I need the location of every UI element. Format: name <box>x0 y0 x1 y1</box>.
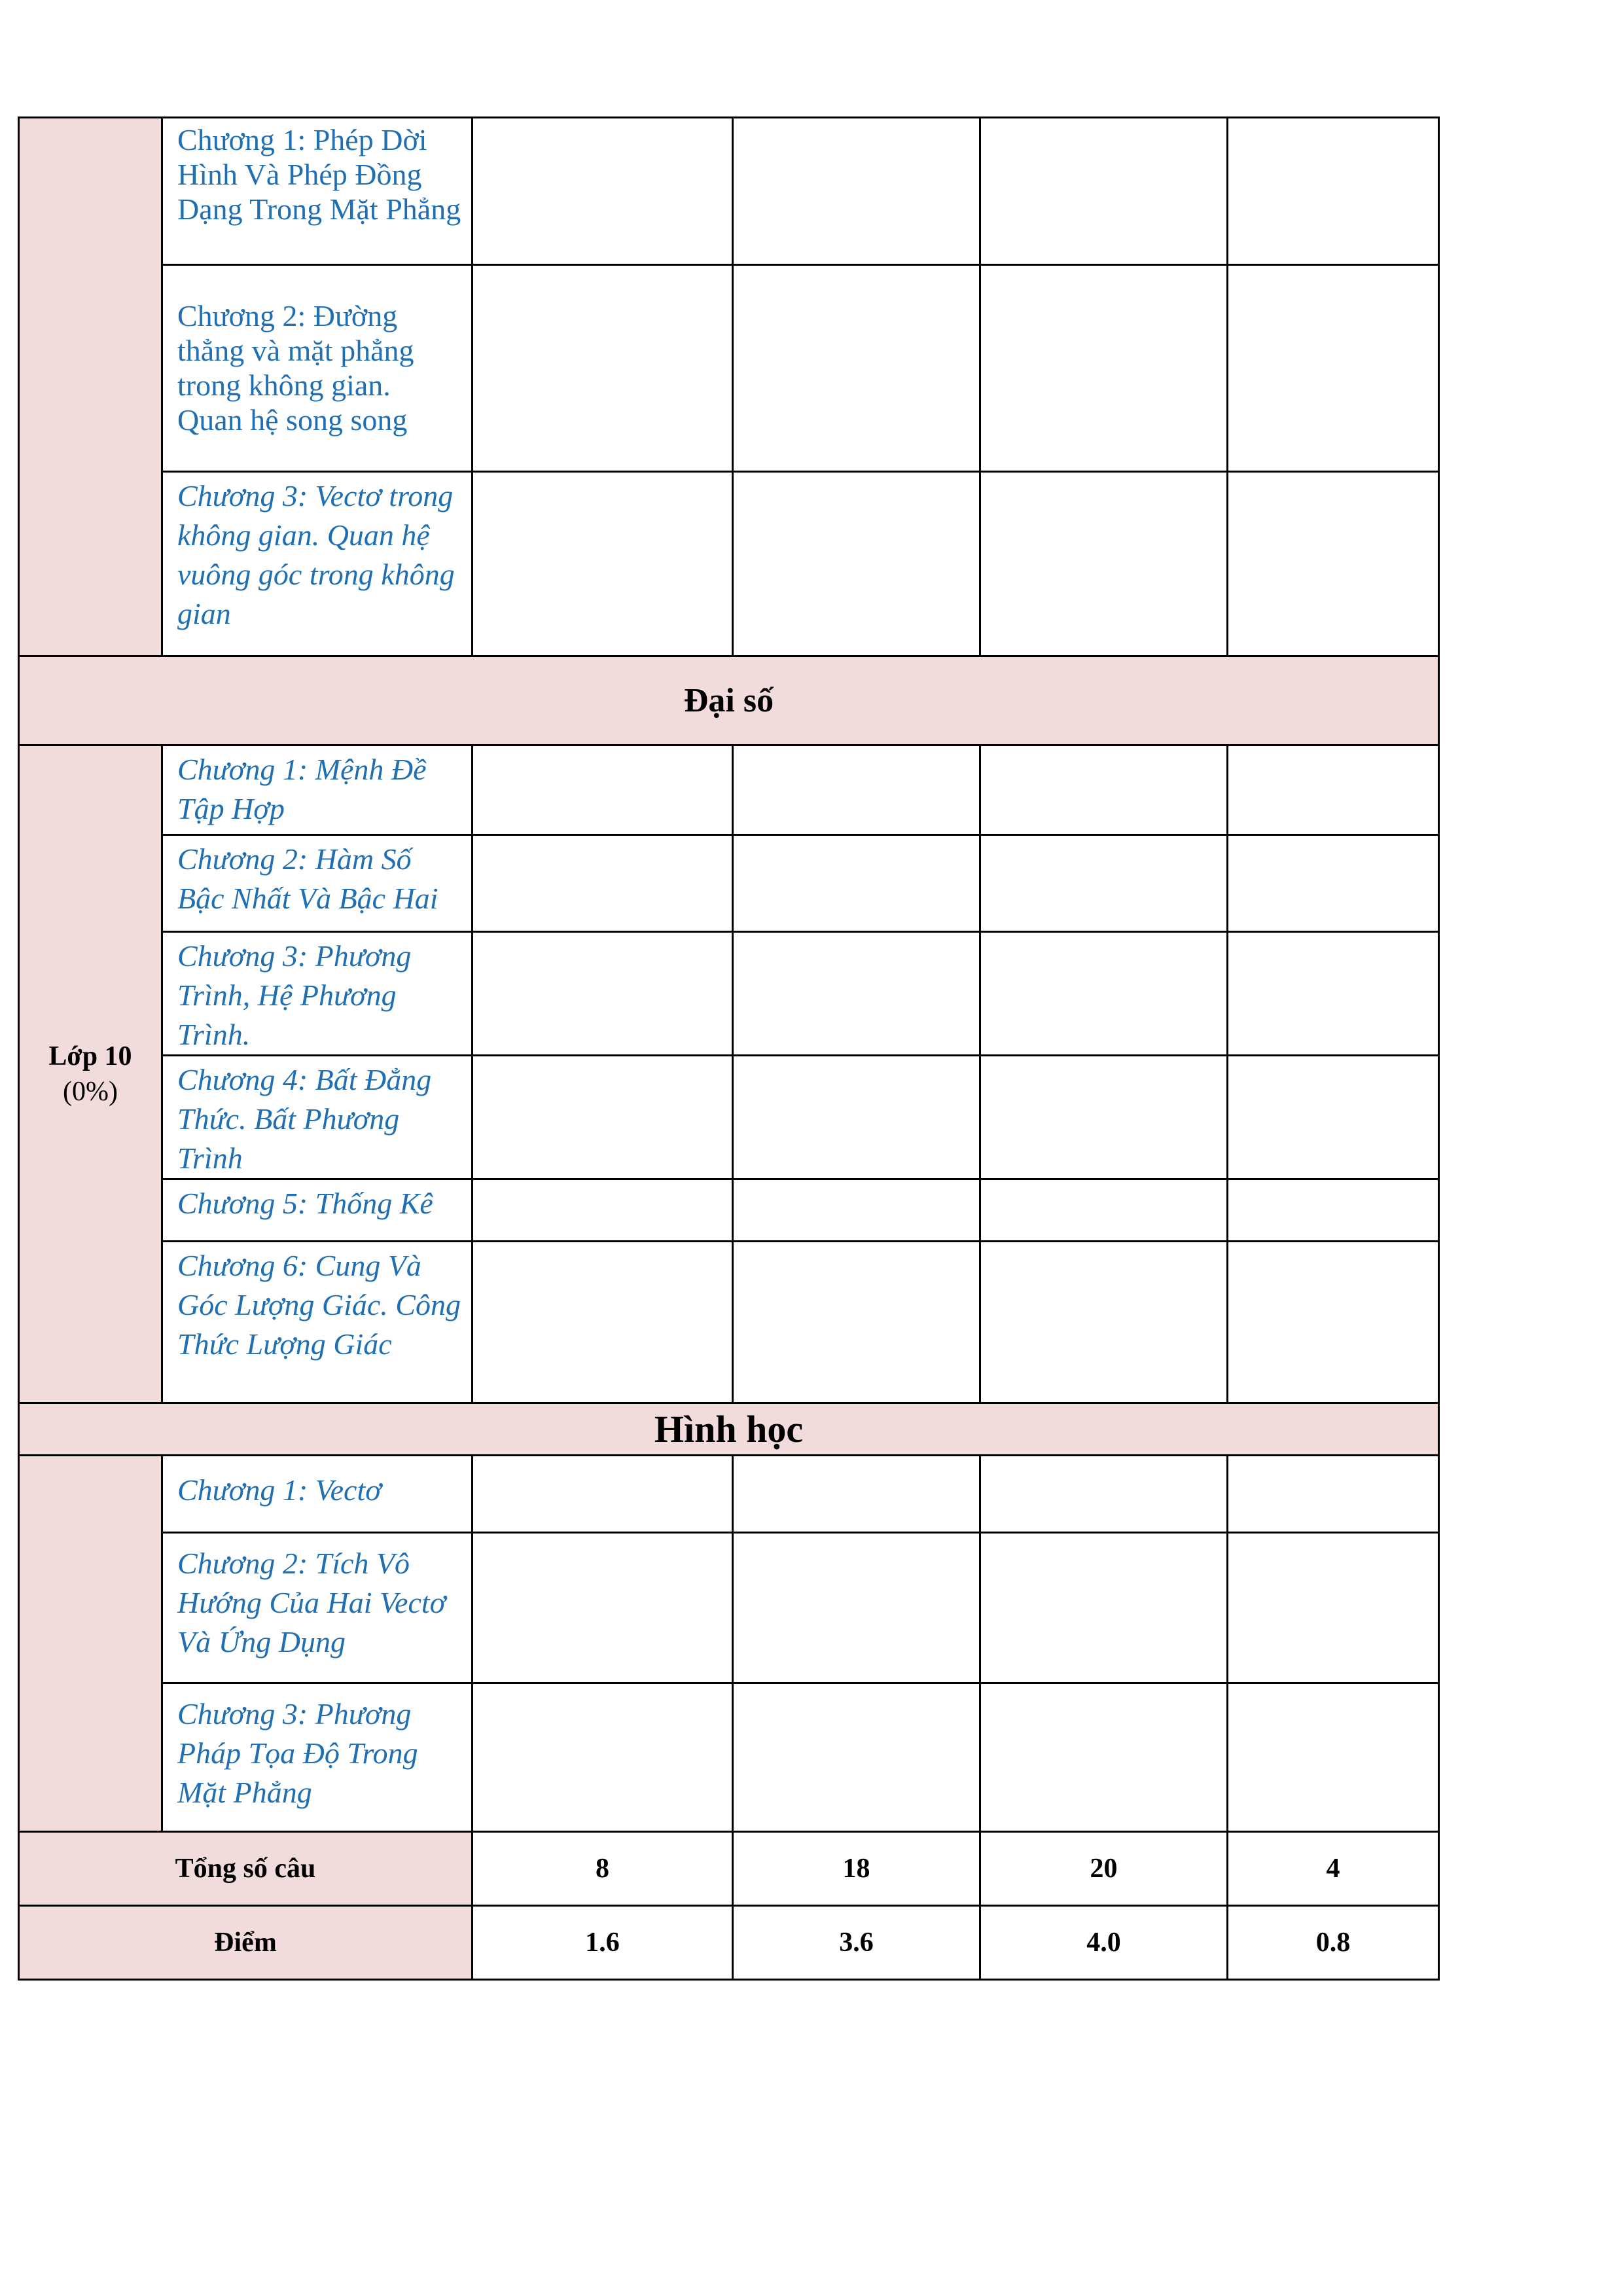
chapter-cell: Chương 1: Mệnh Đề Tập Hợp <box>162 745 473 835</box>
table-row <box>19 1456 1439 1533</box>
chapter-cell: Chương 4: Bất Đẳng Thức. Bất Phương Trình <box>162 1056 473 1179</box>
score-cell: 4.0 <box>980 1906 1228 1980</box>
section-title-geometry: Hình học <box>19 1403 1439 1456</box>
table-row <box>19 1242 1439 1403</box>
table-row <box>19 1179 1439 1242</box>
score-cell: 0.8 <box>1228 1906 1439 1980</box>
grade-cell-blank <box>19 1456 162 1832</box>
score-cell: 3.6 <box>733 1906 980 1980</box>
table-row <box>19 472 1439 656</box>
total-count-cell: 20 <box>980 1832 1228 1906</box>
chapter-cell: Chương 2: Đường thẳng và mặt phẳng trong không gian. Quan hệ song song <box>162 265 473 472</box>
section-header-row <box>19 1403 1439 1456</box>
table-row <box>19 932 1439 1056</box>
table-row <box>19 1683 1439 1832</box>
chapter-cell: Chương 1: Vectơ <box>162 1456 473 1533</box>
section-title-algebra: Đại số <box>19 656 1439 745</box>
score-cell: 1.6 <box>473 1906 733 1980</box>
total-count-cell: 8 <box>473 1832 733 1906</box>
grade-cell-blank <box>19 118 162 656</box>
grade-label: Lớp 10 <box>48 1041 132 1071</box>
total-count-cell: 4 <box>1228 1832 1439 1906</box>
exam-matrix-table <box>18 117 1440 1981</box>
grade-percent: (0%) <box>63 1077 118 1107</box>
totals-row <box>19 1832 1439 1906</box>
chapter-cell: Chương 6: Cung Và Góc Lượng Giác. Công Thức Lượng Giác <box>162 1242 473 1403</box>
table-row <box>19 745 1439 835</box>
table-row <box>19 835 1439 932</box>
score-label: Điểm <box>19 1906 473 1980</box>
table-row <box>19 1533 1439 1683</box>
table-row <box>19 1056 1439 1179</box>
total-questions-label: Tổng số câu <box>19 1832 473 1906</box>
chapter-cell: Chương 3: Vectơ trong không gian. Quan hệ vuông góc trong không gian <box>162 472 473 656</box>
chapter-cell: Chương 2: Hàm Số Bậc Nhất Và Bậc Hai <box>162 835 473 932</box>
chapter-cell: Chương 5: Thống Kê <box>162 1179 473 1242</box>
total-count-cell: 18 <box>733 1832 980 1906</box>
chapter-cell: Chương 1: Phép Dời Hình Và Phép Đồng Dạng Trong Mặt Phẳng <box>162 118 473 265</box>
chapter-cell: Chương 3: Phương Pháp Tọa Độ Trong Mặt Phẳng <box>162 1683 473 1832</box>
section-header-row <box>19 656 1439 745</box>
scores-row <box>19 1906 1439 1980</box>
table-row <box>19 265 1439 472</box>
chapter-cell: Chương 2: Tích Vô Hướng Của Hai Vectơ Và Ứng Dụng <box>162 1533 473 1683</box>
chapter-cell: Chương 3: Phương Trình, Hệ Phương Trình. <box>162 932 473 1056</box>
table-row <box>19 118 1439 265</box>
grade-cell <box>19 745 162 1403</box>
